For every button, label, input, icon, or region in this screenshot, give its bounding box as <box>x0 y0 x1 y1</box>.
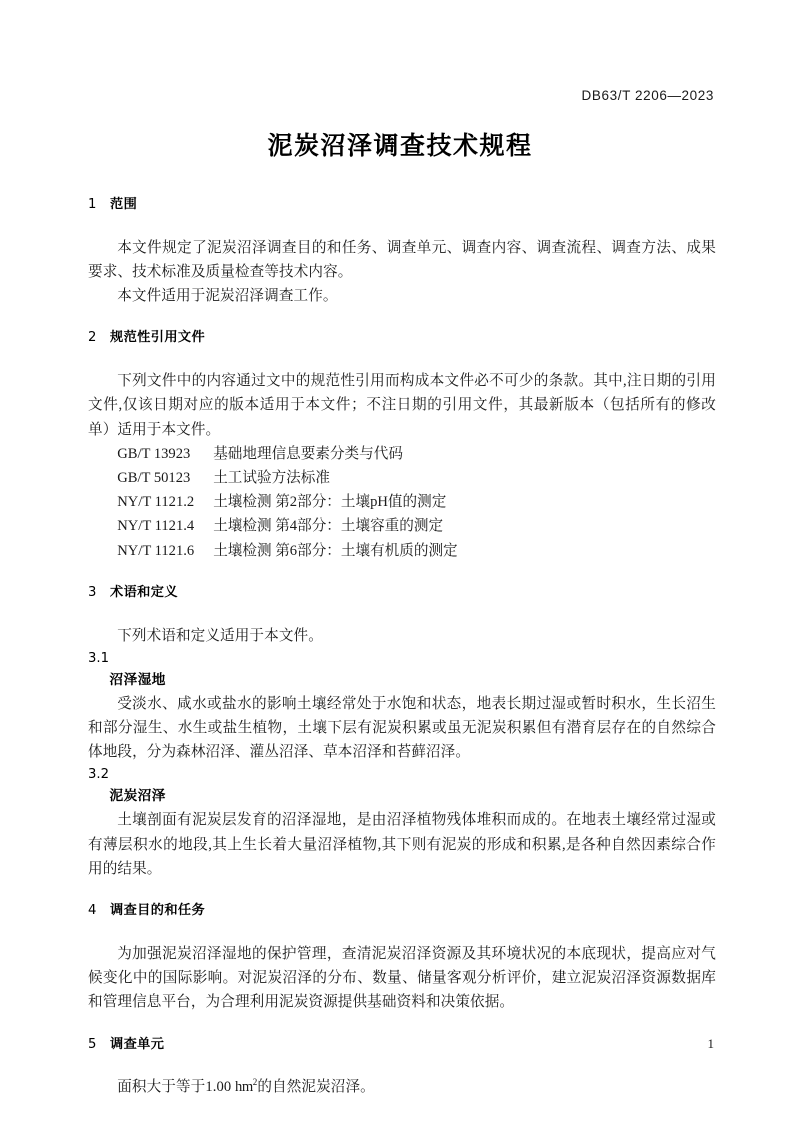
clause-heading-5 <box>88 1036 716 1054</box>
term-number-3-2: 3.2 <box>88 767 109 783</box>
page-number: 1 <box>707 1036 714 1051</box>
clause-title-3: 术语和定义 <box>110 584 178 600</box>
reference-code: NY/T 1121.6 <box>117 542 195 559</box>
spacer <box>88 347 716 369</box>
term-name-3-2: 泥炭沼泽 <box>109 788 166 805</box>
reference-title: 土壤检测 第2部分：土壤pH值的测定 <box>213 494 447 511</box>
clause-number-2: 2 <box>88 330 97 346</box>
clause-heading-4 <box>88 902 716 920</box>
spacer <box>88 1053 716 1075</box>
spacer <box>88 308 716 329</box>
document-body <box>88 196 716 1100</box>
reference-title: 土工试验方法标准 <box>213 470 330 487</box>
clause-number-3: 3 <box>88 584 97 600</box>
reference-code: GB/T 50123 <box>117 470 191 487</box>
spacer <box>88 602 716 624</box>
clause-title-4: 调查目的和任务 <box>110 903 206 919</box>
unit-hectare: hm <box>235 1079 253 1096</box>
term-name-3-1: 沼泽湿地 <box>109 671 166 688</box>
clause-number-4: 4 <box>88 903 97 919</box>
spacer <box>88 563 716 584</box>
clause-1-paragraph-2: 本文件适用于泥炭沼泽调查工作。 <box>117 288 338 305</box>
reference-code: NY/T 1121.4 <box>117 518 195 535</box>
clause-title-1: 范围 <box>110 197 138 212</box>
reference-item <box>88 442 716 466</box>
clause-3-paragraph-1: 下列术语和定义适用于本文件。 <box>117 627 323 644</box>
normative-reference-list <box>88 442 716 563</box>
reference-item <box>88 490 716 514</box>
standard-code-header: DB63/T 2206—2023 <box>581 88 714 103</box>
term-number-3-1: 3.1 <box>88 650 109 666</box>
spacer <box>88 1015 716 1036</box>
reference-item <box>88 466 716 490</box>
reference-title: 土壤检测 第6部分：土壤有机质的测定 <box>213 542 458 559</box>
clause-heading-2 <box>88 329 716 347</box>
clause-number-1: 1 <box>88 197 97 212</box>
clause-5-text-after: 的自然泥炭沼泽。 <box>257 1079 375 1096</box>
reference-item <box>88 539 716 563</box>
clause-title-2: 规范性引用文件 <box>110 330 206 346</box>
clause-title-5: 调查单元 <box>110 1036 165 1052</box>
clause-number-5: 5 <box>88 1036 97 1052</box>
reference-item <box>88 514 716 538</box>
clause-1-paragraph-1: 本文件规定了泥炭沼泽调查目的和任务、调查单元、调查内容、调查流程、调查方法、成果要求、技术标准及质量检查等技术内容。 <box>88 239 716 281</box>
reference-code: GB/T 13923 <box>117 445 191 462</box>
unit-exponent: 2 <box>252 1077 258 1088</box>
spacer <box>88 881 716 902</box>
clause-2-paragraph-1: 下列文件中的内容通过文中的规范性引用而构成本文件必不可少的条款。其中,注日期的引用文件,仅该日期对应的版本适用于本文件；不注日期的引用文件，其最新版本（包括所有的修改单）适用于本文件。 <box>88 373 716 438</box>
reference-code: NY/T 1121.2 <box>117 494 195 511</box>
term-definition-3-1: 受淡水、咸水或盐水的影响土壤经常处于水饱和状态，地表长期过湿或暂时积水，生长沼生和部分湿生、水生或盐生植物，土壤下层有泥炭积累或虽无泥炭积累但有潜育层存在的自然综合体地段，分为森林沼泽、灌丛沼泽、草本沼泽和苔藓沼泽。 <box>88 695 716 761</box>
term-definition-3-2: 土壤剖面有泥炭层发育的沼泽湿地，是由沼泽植物残体堆积而成的。在地表土壤经常过湿或有薄层积水的地段,其上生长着大量沼泽植物,其下则有泥炭的形成和积累,是各种自然因素综合作用的结果。 <box>88 812 716 877</box>
reference-title: 土壤检测 第4部分：土壤容重的测定 <box>213 518 444 535</box>
clause-4-paragraph-1: 为加强泥炭沼泽湿地的保护管理，查清泥炭沼泽资源及其环境状况的本底现状，提高应对气候变化中的国际影响。对泥炭沼泽的分布、数量、储量客观分析评价，建立泥炭沼泽资源数据库和管理信息平台，为合理利用泥炭资源提供基础资料和决策依据。 <box>88 945 716 1011</box>
spacer <box>88 214 716 236</box>
clause-5-paragraph-1 <box>88 1075 716 1099</box>
spacer <box>88 920 716 942</box>
clause-heading-1 <box>88 196 716 214</box>
document-title: 泥炭沼泽调查技术规程 <box>267 131 533 160</box>
clause-5-text-before: 面积大于等于1.00 <box>117 1079 236 1096</box>
clause-heading-3 <box>88 584 716 602</box>
reference-title: 基础地理信息要素分类与代码 <box>213 445 403 462</box>
